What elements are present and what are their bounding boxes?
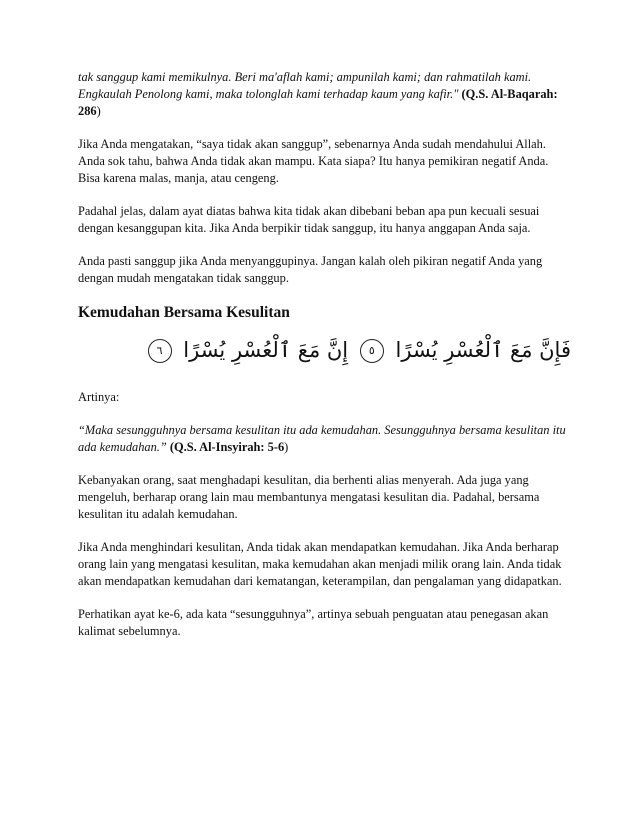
quote-citation-close: ): [96, 104, 101, 118]
section-heading: Kemudahan Bersama Kesulitan: [78, 304, 290, 321]
quote-text: “Maka sesungguhnya bersama kesulitan itu ada kemudahan. Sesungguhnya bersama kesulitan itu ada kemudahan.”: [78, 423, 566, 454]
paragraph-6: Perhatikan ayat ke-6, ada kata “sesungguhnya”, artinya sebuah penguatan atau penegasan akan kalimat sebelumnya.: [78, 607, 549, 638]
ayah-number-5-icon: ٥: [360, 339, 384, 363]
arabic-verse-5: فَإِنَّ مَعَ ٱلْعُسْرِ يُسْرًا: [395, 338, 571, 362]
paragraph-4: Kebanyakan orang, saat menghadapi kesulitan, dia berhenti alias menyerah. Ada juga yang mengeluh, berharap orang lain mau membantunya mengatasi kesulitan dia. Padahal, bersama kesulitan itu adalah kemudahan.: [78, 473, 540, 521]
document-page: [78, 69, 573, 656]
paragraph-2: Padahal jelas, dalam ayat diatas bahwa kita tidak akan dibebani beban apa pun kecuali sesuai dengan kesanggupan kita. Jika Anda berpikir tidak sanggup, itu hanya anggapan Anda saja.: [78, 204, 540, 235]
ayah-number-6-icon: ٦: [148, 339, 172, 363]
arabic-verse-block: [78, 335, 573, 365]
paragraph-1: Jika Anda mengatakan, “saya tidak akan sanggup”, sebenarnya Anda sudah mendahului Allah. Anda sok tahu, bahwa Anda tidak akan mampu. Kata siapa? Itu hanya pemikiran negatif Anda. Bisa karena malas, manja, atau cengeng.: [78, 137, 549, 185]
quote-citation: (Q.S. Al-Insyirah: 5-6: [169, 440, 285, 454]
quote-al-insyirah: [78, 422, 573, 456]
paragraph-3: Anda pasti sanggup jika Anda menyanggupinya. Jangan kalah oleh pikiran negatif Anda yang dengan mudah mengatakan tidak sanggup.: [78, 254, 543, 285]
paragraph-5: Jika Anda menghindari kesulitan, Anda tidak akan mendapatkan kemudahan. Jika Anda berharap orang lain yang mengatasi kesulitan, maka kemudahan akan menjadi milik orang lain. Anda tidak akan mendapatkan kemudahan dari kematangan, keterampilan, dan pengalaman yang didapatkan.: [78, 540, 562, 588]
quote-citation-close: ): [284, 440, 289, 454]
quote-citation: (Q.S. Al-Baqarah: 286: [78, 87, 558, 118]
artinya-label: Artinya:: [78, 390, 120, 404]
quote-text: tak sanggup kami memikulnya. Beri ma'aflah kami; ampunilah kami; dan rahmatilah kami. Engkaulah Penolong kami, maka tolonglah kami terhadap kaum yang kafir.": [78, 70, 532, 101]
arabic-verse-6: إِنَّ مَعَ ٱلْعُسْرِ يُسْرًا: [183, 338, 349, 362]
quote-al-baqarah: [78, 69, 573, 120]
